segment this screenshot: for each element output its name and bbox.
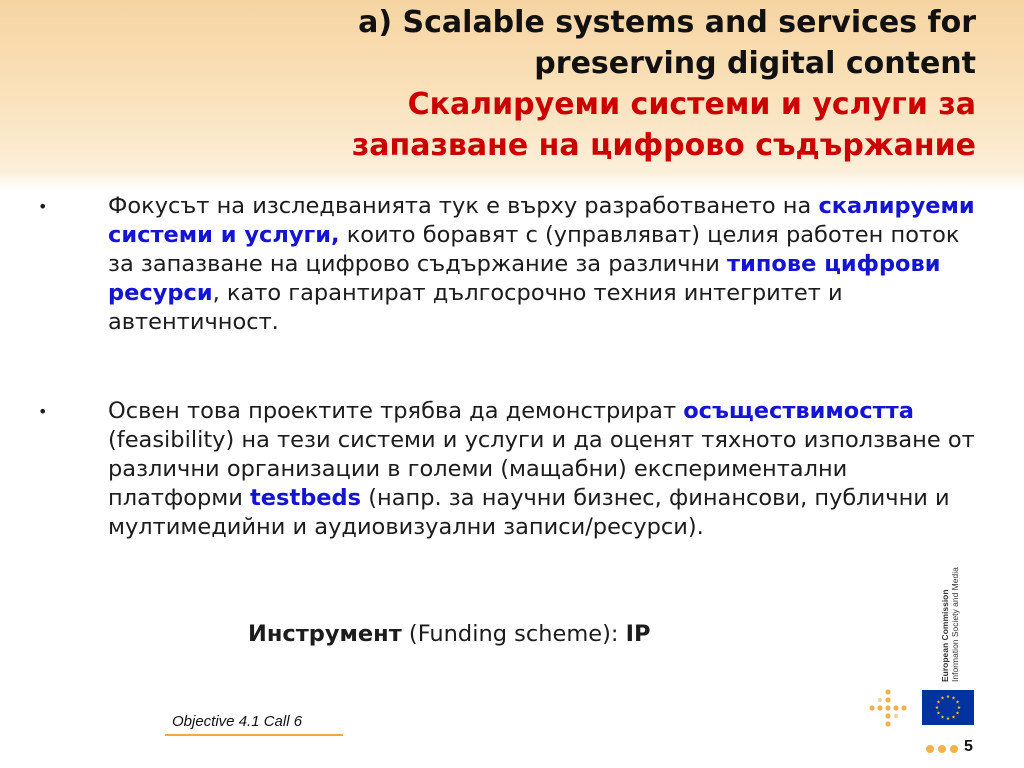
ec-directorate: Information Society and Media: [950, 567, 960, 682]
bullet-2-text-continued: (feasibility) на тези системи и услуги и да оценят тяхното използване от различни организации в големи (мащабни) експериментални платформи: [108, 427, 975, 511]
title-english-line-1: a) Scalable systems and services for: [358, 5, 976, 40]
page-number: 5: [964, 738, 973, 755]
eu-flag-icon: [922, 690, 974, 725]
slide-title: [216, 2, 976, 166]
ec-text-block: [940, 567, 960, 682]
bullet-1-text-end: , като гарантират дългосрочно техния интегритет и автентичност.: [108, 280, 843, 335]
bullet-1-highlight-resources: типове цифрови ресурси: [108, 251, 941, 306]
bullet-1-text-continued: които боравят с (управляват) целия работен поток за запазване на цифрово съдържание за различни: [108, 222, 960, 277]
instrument-scheme: (Funding scheme):: [401, 621, 626, 647]
dot-cross-icon: [868, 688, 908, 728]
title-english-line-2: preserving digital content: [534, 46, 976, 81]
page-dots-icon: [925, 744, 961, 754]
bullet-item-feasibility: [38, 397, 988, 542]
title-bulgarian-line-1: Скалируеми системи и услуги за: [407, 87, 976, 122]
instrument-label: Инструмент: [248, 621, 402, 647]
instrument-value: IP: [625, 621, 651, 647]
bullet-2-text-end: (напр. за научни бизнес, финансови, публични и мултимедийни и аудиовизуални записи/ресурси).: [108, 485, 950, 540]
bullet-1-highlight-systems: скалируеми системи и услуги,: [108, 193, 975, 248]
ec-name: European Commission: [940, 589, 950, 682]
bullet-1-text: Фокусът на изследванията тук е върху разработването на: [108, 193, 819, 219]
instrument-line: [248, 619, 651, 649]
bullet-marker: •: [38, 402, 48, 421]
footer-objective-label: Objective 4.1 Call 6: [172, 713, 303, 730]
bullet-list: [38, 192, 988, 542]
bullet-2-text: Освен това проектите трябва да демонстрират: [108, 398, 684, 424]
bullet-2-highlight-testbeds: testbeds: [250, 485, 362, 511]
bullet-item-focus: [38, 192, 988, 337]
bullet-marker: •: [38, 197, 48, 216]
bullet-2-highlight-feasibility: осъществимостта: [683, 398, 914, 424]
footer-underline: [165, 734, 343, 736]
title-bulgarian-line-2: запазване на цифрово съдържание: [351, 128, 976, 163]
